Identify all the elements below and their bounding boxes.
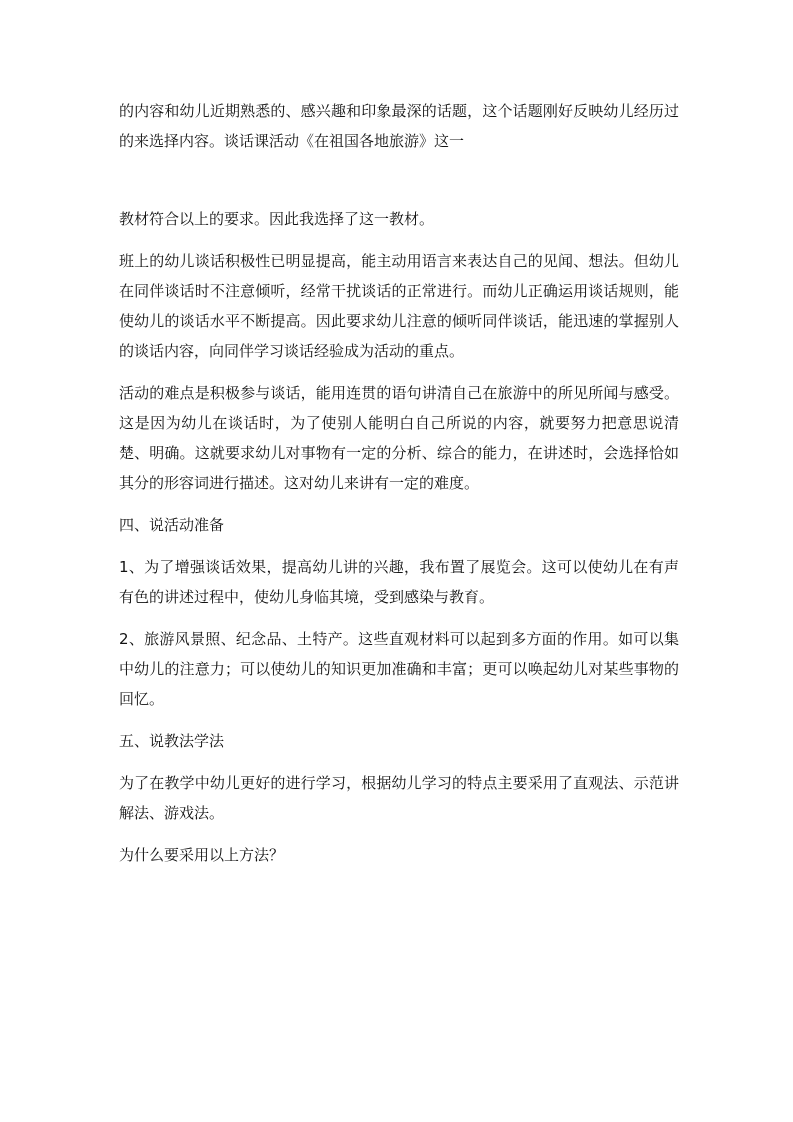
paragraph-gap — [119, 366, 679, 378]
document-body — [119, 96, 679, 870]
paragraph-question: 为什么要采用以上方法？ — [119, 846, 285, 864]
paragraph-gap — [119, 540, 679, 552]
paragraph-gap — [119, 756, 679, 768]
paragraph-gap — [119, 498, 679, 510]
paragraph-methods: 为了在教学中幼儿更好的进行学习，根据幼儿学习的特点主要采用了直观法、示范讲解法、游戏法。 — [119, 774, 679, 822]
section-heading-methods: 五、说教法学法 — [119, 732, 225, 750]
paragraph-key-point: 班上的幼儿谈话积极性已明显提高，能主动用语言来表达自己的见闻、想法。但幼儿在同伴谈话时不注意倾听，经常干扰谈话的正常进行。而幼儿正确运用谈话规则，能使幼儿的谈话水平不断提高。因此要求幼儿注意的倾听同伴谈话，能迅速的掌握别人的谈话内容，向同伴学习谈话经验成为活动的重点。 — [119, 252, 679, 360]
paragraph-gap — [119, 234, 679, 246]
paragraph-gap — [119, 828, 679, 840]
section-heading-preparation: 四、说活动准备 — [119, 516, 225, 534]
paragraph-gap — [119, 612, 679, 624]
paragraph-difficulty: 活动的难点是积极参与谈话，能用连贯的语句讲清自己在旅游中的所见所闻与感受。这是因为幼儿在谈话时，为了使别人能明白自己所说的内容，就要努力把意思说清楚、明确。这就要求幼儿对事物有一定的分析、综合的能力，在讲述时，会选择恰如其分的形容词进行描述。这对幼儿来讲有一定的难度。 — [119, 384, 679, 492]
paragraph-preparation-2: 2、旅游风景照、纪念品、土特产。这些直观材料可以起到多方面的作用。如可以集中幼儿的注意力；可以使幼儿的知识更加准确和丰富；更可以唤起幼儿对某些事物的回忆。 — [119, 630, 679, 708]
paragraph-material-choice: 教材符合以上的要求。因此我选择了这一教材。 — [119, 210, 435, 228]
page-break-gap — [119, 156, 679, 204]
paragraph-intro-continued: 的内容和幼儿近期熟悉的、感兴趣和印象最深的话题，这个话题刚好反映幼儿经历过的来选择内容。谈话课活动《在祖国各地旅游》这一 — [119, 102, 679, 150]
paragraph-gap — [119, 714, 679, 726]
paragraph-preparation-1: 1、为了增强谈话效果，提高幼儿讲的兴趣，我布置了展览会。这可以使幼儿在有声有色的讲述过程中，使幼儿身临其境，受到感染与教育。 — [119, 558, 679, 606]
